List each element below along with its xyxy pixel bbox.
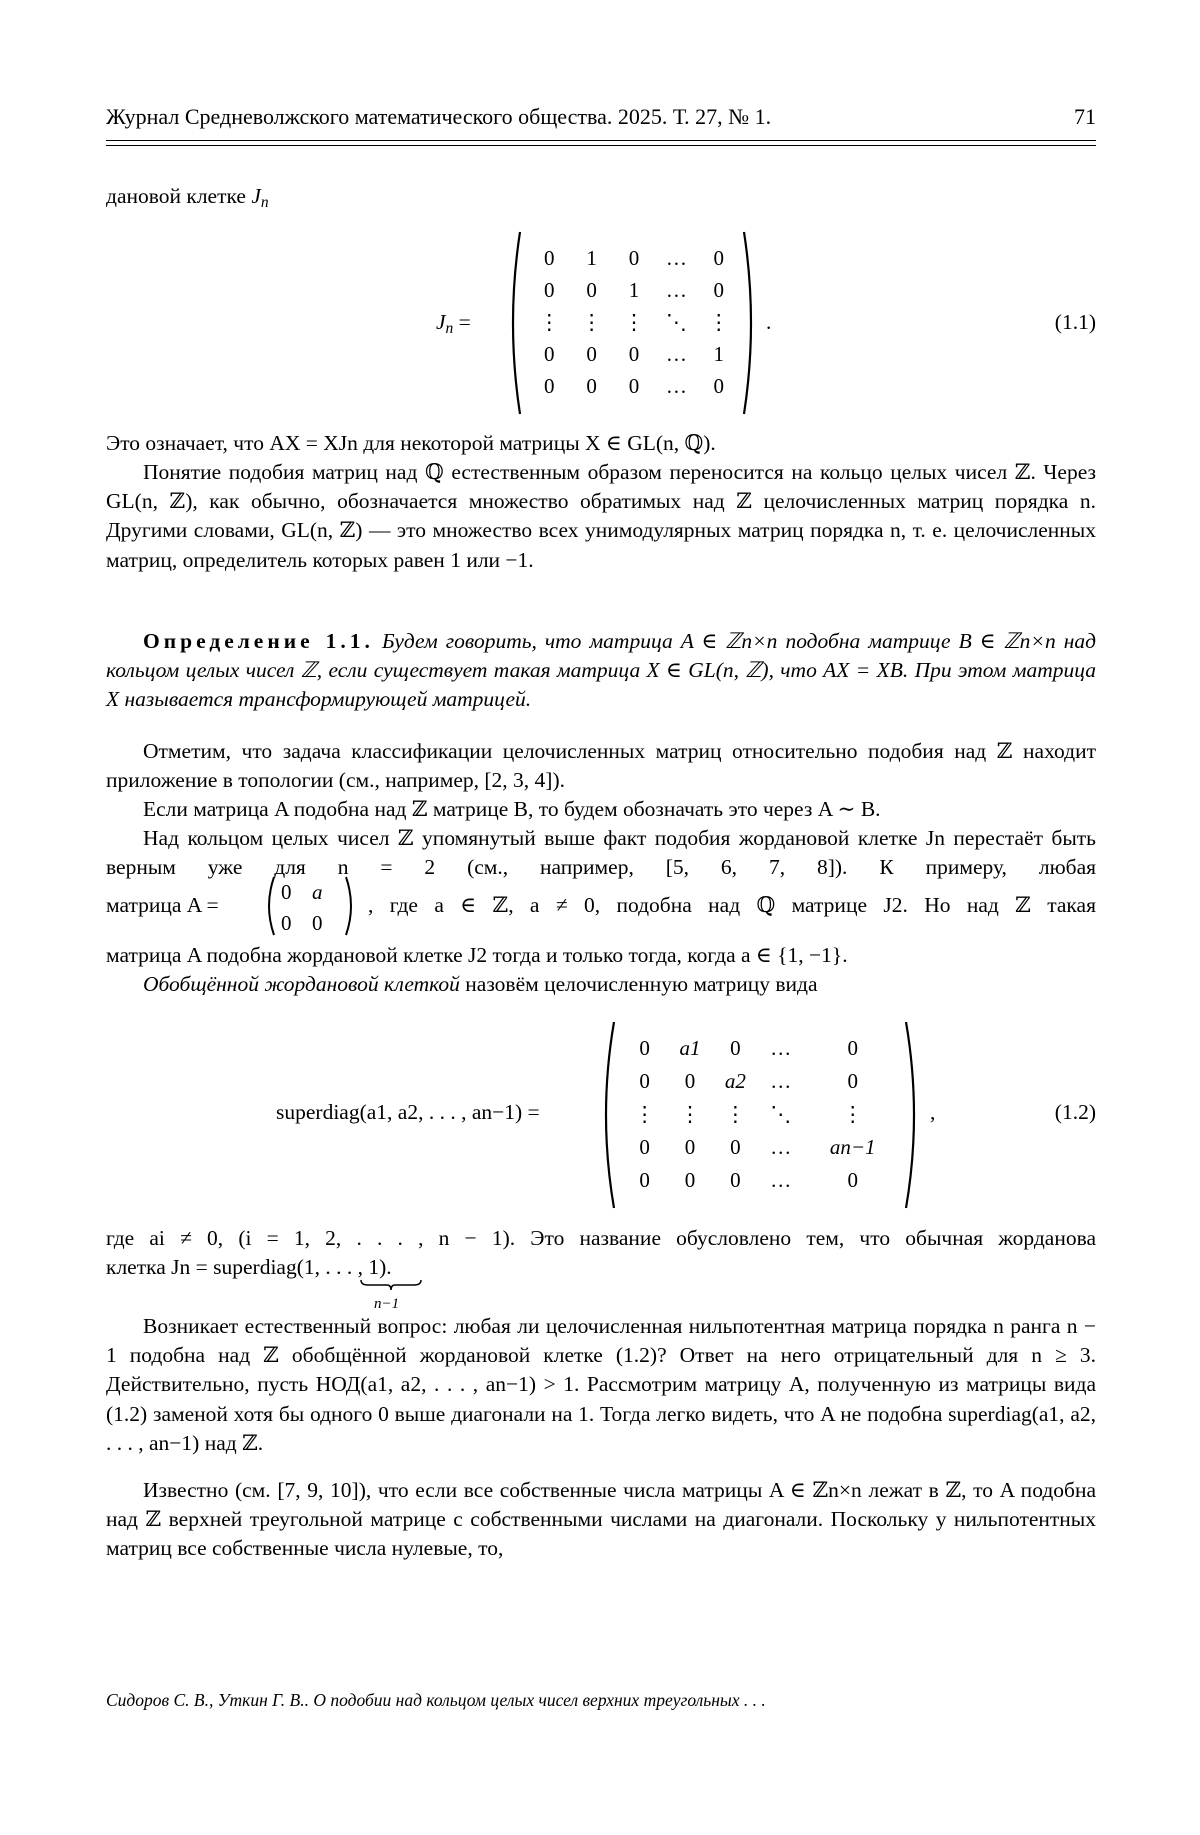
paragraph-7a: где ai ≠ 0, (i = 1, 2, . . . , n − 1). Это название обусловлено тем, что обычная жорданова <box>106 1226 1096 1250</box>
eq2-matrix-cell: 0 <box>847 1036 858 1060</box>
eq1-matrix-row <box>528 306 740 338</box>
eq2-matrix-cell: 0 <box>684 1069 696 1093</box>
eq2-matrix-cell: ⋱ <box>770 1102 792 1126</box>
paragraph-1: Это означает, что AX = XJn для некоторой матрицы X ∈ GL(n, ℚ). <box>106 431 716 455</box>
eq2-right-paren <box>904 1018 926 1212</box>
paragraph-7b: клетка Jn = superdiag(1, . . . , 1). n−1 <box>106 1253 1096 1303</box>
eq1-right-paren <box>742 228 762 418</box>
term-generalized-jordan-block: Обобщённой жордановой клеткой <box>143 972 460 996</box>
eq1-matrix-row <box>528 274 740 306</box>
eq1-matrix-cell: 0 <box>628 341 640 366</box>
eq1-left-paren <box>502 228 522 418</box>
eq2-matrix-cell: an−1 <box>829 1135 876 1159</box>
eq1-matrix-cell: ⋮ <box>581 309 603 334</box>
eq1-matrix-row <box>528 370 740 402</box>
eq1-matrix-cell: … <box>665 277 687 302</box>
eq2-matrix-cell: a2 <box>724 1069 746 1093</box>
eq1-number: (1.1) <box>1054 310 1096 334</box>
eq2-matrix-cell: 0 <box>730 1036 741 1060</box>
eq1-matrix-cell: ⋱ <box>665 309 687 334</box>
eq2-matrix-row <box>622 1065 902 1098</box>
paragraph-2: Понятие подобия матриц над ℚ естественным образом переносится на кольцо целых чисел ℤ. Через GL(n, ℤ), как обычно, обозначается множество обратимых над ℤ целочисленных матриц порядка n. Другими словами, GL(n, ℤ) — это множество всех унимодулярных матриц порядка n, т. е. целочисленных матриц, определитель которых равен 1 или −1. <box>106 460 1096 572</box>
eq1-matrix-cell: 0 <box>543 341 555 366</box>
eq1-matrix-row <box>528 338 740 370</box>
eq2-matrix-cell: ⋮ <box>634 1102 656 1126</box>
header-rule-thick <box>106 140 1096 141</box>
eq1-matrix <box>528 242 740 402</box>
eq1-tail: . <box>766 310 772 334</box>
eq1-matrix-cell: 0 <box>628 245 640 270</box>
eq1-matrix-cell: 0 <box>543 245 555 270</box>
eq2-matrix-cell: 0 <box>639 1036 650 1060</box>
eq2-tail: , <box>930 1100 936 1124</box>
eq2-matrix-cell: 0 <box>847 1168 858 1192</box>
journal-title: Журнал Средневолжского математического общества. 2025. Т. 27, № 1. <box>106 104 772 129</box>
eq1-matrix-cell: 0 <box>586 341 597 366</box>
eq2-matrix-cell: 0 <box>639 1135 650 1159</box>
small-matrix-cell: 0 <box>281 911 292 936</box>
eq2-matrix-cell: ⋮ <box>679 1102 701 1126</box>
eq2-matrix-cell: 0 <box>684 1168 696 1192</box>
small-matrix-cell: 0 <box>281 880 292 904</box>
small-matrix-cell: a <box>312 880 323 904</box>
eq2-matrix-cell: 0 <box>639 1069 650 1093</box>
equation-1-1 <box>106 228 1096 418</box>
definition-body: Будем говорить, что матрица A ∈ ℤn×n подобна матрице B ∈ ℤn×n над кольцом целых чисел ℤ, если существует такая матрица X ∈ GL(n, ℤ), что AX = XB. При этом матрица X называется трансформирующей матрицей. <box>106 629 1097 712</box>
eq1-lhs: $J_n$ = <box>436 310 471 337</box>
eq2-matrix-cell: … <box>770 1135 792 1159</box>
running-header <box>106 103 1096 131</box>
paragraph-5a: Над кольцом целых чисел ℤ упомянутый выше факт подобия жордановой клетке Jn перестаёт быть верным уже для n = 2 (см., например, [5, 6, 7, 8]). К примеру, любая <box>106 826 1096 880</box>
paragraph-8: Возникает естественный вопрос: любая ли целочисленная нильпотентная матрица порядка n ранга n − 1 подобна над ℤ обобщённой жордановой клетке (1.2)? Ответ на него отрицательный для n ≥ 3. Действительно, пусть НОД(a1, a2, . . . , an−1) > 1. Рассмотрим матрицу A, полученную из матрицы вида (1.2) заменой хотя бы одного 0 выше диагонали на 1. Тогда легко видеть, что A не подобна superdiag(a1, a2, . . . , an−1) над ℤ. <box>106 1314 1096 1455</box>
jn-symbol: $J_n$ <box>251 184 269 211</box>
eq2-matrix-cell: ⋮ <box>842 1102 864 1126</box>
eq2-matrix-cell: 0 <box>847 1069 858 1093</box>
paragraph-6: Обобщённой жордановой клеткой назовём целочисленную матрицу вида <box>143 972 818 996</box>
eq2-matrix-row <box>622 1131 902 1164</box>
paragraph-5b: матрица A = 0 a 0 0 , где a ∈ ℤ, a ≠ 0, подобна над ℚ матрице J2. Но над ℤ такая <box>106 875 1096 937</box>
eq1-matrix-cell: 0 <box>628 373 640 398</box>
small-matrix-row <box>280 908 342 939</box>
eq1-matrix-row <box>528 242 740 274</box>
eq2-matrix-cell: 0 <box>730 1135 741 1159</box>
eq2-left-paren <box>594 1018 616 1212</box>
eq2-lhs: superdiag(a1, a2, . . . , an−1) = <box>276 1100 540 1124</box>
eq1-matrix-cell: ⋮ <box>623 309 645 334</box>
eq1-matrix-cell: 0 <box>713 245 725 270</box>
eq2-matrix-cell: 0 <box>639 1168 650 1192</box>
eq1-matrix-cell: 0 <box>543 373 555 398</box>
small-matrix-row <box>280 877 342 908</box>
page-number: 71 <box>1074 104 1096 129</box>
eq1-matrix-cell: 0 <box>543 277 555 302</box>
eq2-matrix-cell: 0 <box>730 1168 741 1192</box>
small-matrix-cell: 0 <box>312 911 323 936</box>
running-footer: Сидоров С. В., Уткин Г. В.. О подобии над кольцом целых чисел верхних треугольных . . . <box>106 1690 766 1710</box>
equation-1-2 <box>106 1018 1096 1212</box>
eq2-matrix-cell: 0 <box>684 1135 696 1159</box>
eq2-matrix-cell: … <box>770 1168 792 1192</box>
eq2-matrix-cell: … <box>770 1069 792 1093</box>
underbrace-label: n−1 <box>374 1296 400 1312</box>
eq1-matrix-cell: 1 <box>586 245 597 270</box>
eq1-matrix-cell: 1 <box>713 341 725 366</box>
eq1-matrix-cell: 0 <box>713 277 725 302</box>
eq2-matrix-row <box>622 1032 902 1065</box>
definition-heading: Определение 1.1. <box>143 629 374 653</box>
eq1-matrix-cell: 1 <box>628 277 640 302</box>
eq2-matrix-cell: … <box>770 1036 792 1060</box>
lead-text: дановой клетке $J_n$ <box>106 184 269 211</box>
header-rule-thin <box>106 145 1096 146</box>
eq2-matrix-row <box>622 1098 902 1131</box>
eq2-number: (1.2) <box>1054 1100 1096 1124</box>
eq1-matrix-cell: 0 <box>713 373 725 398</box>
eq2-matrix-cell: ⋮ <box>724 1102 746 1126</box>
paragraph-9: Известно (см. [7, 9, 10]), что если все собственные числа матрицы A ∈ ℤn×n лежат в ℤ, то A подобна над ℤ верхней треугольной матрице с собственными числами на диагонали. Поскольку у нильпотентных матриц все собственные числа нулевые, то, <box>106 1478 1096 1561</box>
eq2-matrix-cell: a1 <box>679 1036 701 1060</box>
eq1-matrix-cell: … <box>665 245 687 270</box>
eq2-matrix-row <box>622 1164 902 1197</box>
eq1-matrix-cell: 0 <box>586 373 597 398</box>
eq1-matrix-cell: … <box>665 341 687 366</box>
paragraph-4: Если матрица A подобна над ℤ матрице B, то будем обозначать это через A ∼ B. <box>143 797 881 821</box>
definition-1-1 <box>106 627 1096 715</box>
eq1-matrix-cell: 0 <box>586 277 597 302</box>
eq2-matrix <box>622 1032 902 1197</box>
eq1-matrix-cell: ⋮ <box>708 309 730 334</box>
paragraph-5c: матрица A подобна жордановой клетке J2 тогда и только тогда, когда a ∈ {1, −1}. <box>106 943 848 967</box>
eq1-matrix-cell: … <box>665 373 687 398</box>
paragraph-3: Отметим, что задача классификации целочисленных матриц относительно подобия над ℤ находит приложение в топологии (см., например, [2, 3, 4]). <box>106 739 1096 793</box>
eq1-matrix-cell: ⋮ <box>538 309 560 334</box>
